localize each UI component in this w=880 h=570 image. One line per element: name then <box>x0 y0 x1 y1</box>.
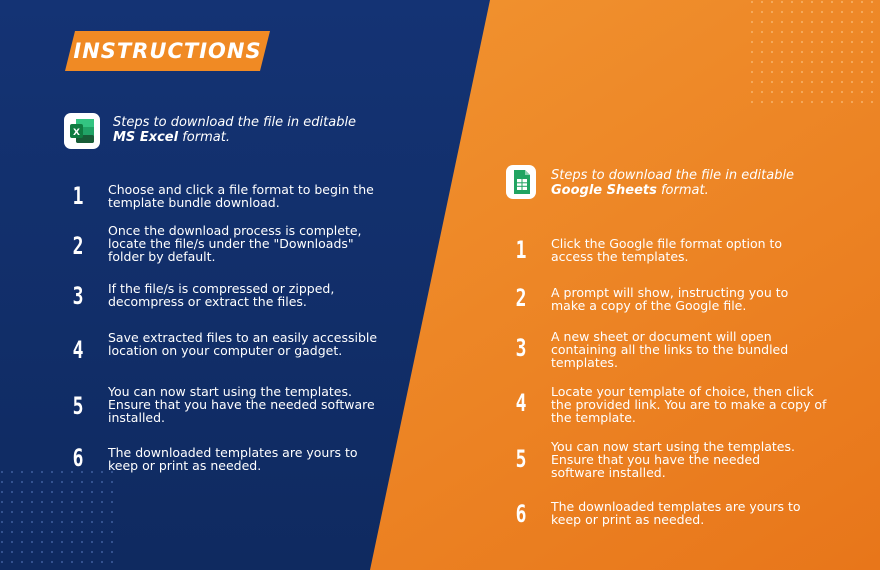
sheets-intro-rest: format. <box>656 183 709 198</box>
excel-icon <box>64 113 100 149</box>
sheets-step-text: The downloaded templates are yours to keep or print as needed. <box>551 499 801 527</box>
sheets-step-text: Locate your template of choice, then click the provided link. You are to make a copy of the template. <box>551 384 827 425</box>
excel-step-text: You can now start using the templates. Ensure that you have the needed software installed. <box>108 384 375 425</box>
excel-step-text: Choose and click a file format to begin the template bundle download. <box>108 182 374 210</box>
sheets-intro <box>551 168 851 198</box>
sheets-step-number: 4 <box>515 389 527 417</box>
excel-step-number: 3 <box>72 282 84 310</box>
excel-step-number: 2 <box>72 232 84 260</box>
excel-intro-line: Steps to download the file in editable <box>113 115 357 130</box>
excel-step-text: Once the download process is complete, locate the file/s under the "Downloads" folder by default. <box>108 223 362 264</box>
google-sheets-icon <box>506 165 536 199</box>
sheets-step-number: 2 <box>515 284 527 312</box>
excel-step-number: 6 <box>72 444 84 472</box>
excel-step-text: The downloaded templates are yours to keep or print as needed. <box>108 445 358 473</box>
navy-dot-pattern <box>0 465 120 570</box>
excel-intro <box>113 115 413 145</box>
sheets-step-text: A prompt will show, instructing you to make a copy of the Google file. <box>551 285 789 313</box>
sheets-intro-line: Steps to download the file in editable <box>551 168 795 183</box>
excel-step-number: 1 <box>72 182 84 210</box>
excel-intro-bold: MS Excel <box>113 130 179 145</box>
sheets-step-number: 5 <box>515 445 527 473</box>
sheets-step-text: You can now start using the templates. Ensure that you have the needed software installed. <box>551 439 795 480</box>
sheets-step-text: Click the Google file format option to access the templates. <box>551 236 783 264</box>
page-title: INSTRUCTIONS <box>73 39 262 63</box>
svg-text:X: X <box>73 128 80 138</box>
excel-step-text: Save extracted files to an easily accessible location on your computer or gadget. <box>108 330 378 358</box>
sheets-step-number: 1 <box>515 236 527 264</box>
sheets-step-number: 3 <box>515 334 527 362</box>
excel-intro-rest: format. <box>178 130 230 145</box>
title-banner <box>65 31 270 71</box>
sheets-step-text: A new sheet or document will open containing all the links to the bundled templates. <box>551 329 789 370</box>
sheets-intro-bold: Google Sheets <box>551 183 657 198</box>
excel-step-number: 4 <box>72 336 84 364</box>
excel-step-number: 5 <box>72 392 84 420</box>
orange-dot-pattern <box>750 0 880 110</box>
sheets-step-number: 6 <box>515 500 527 528</box>
excel-step-text: If the file/s is compressed or zipped, decompress or extract the files. <box>108 281 335 309</box>
